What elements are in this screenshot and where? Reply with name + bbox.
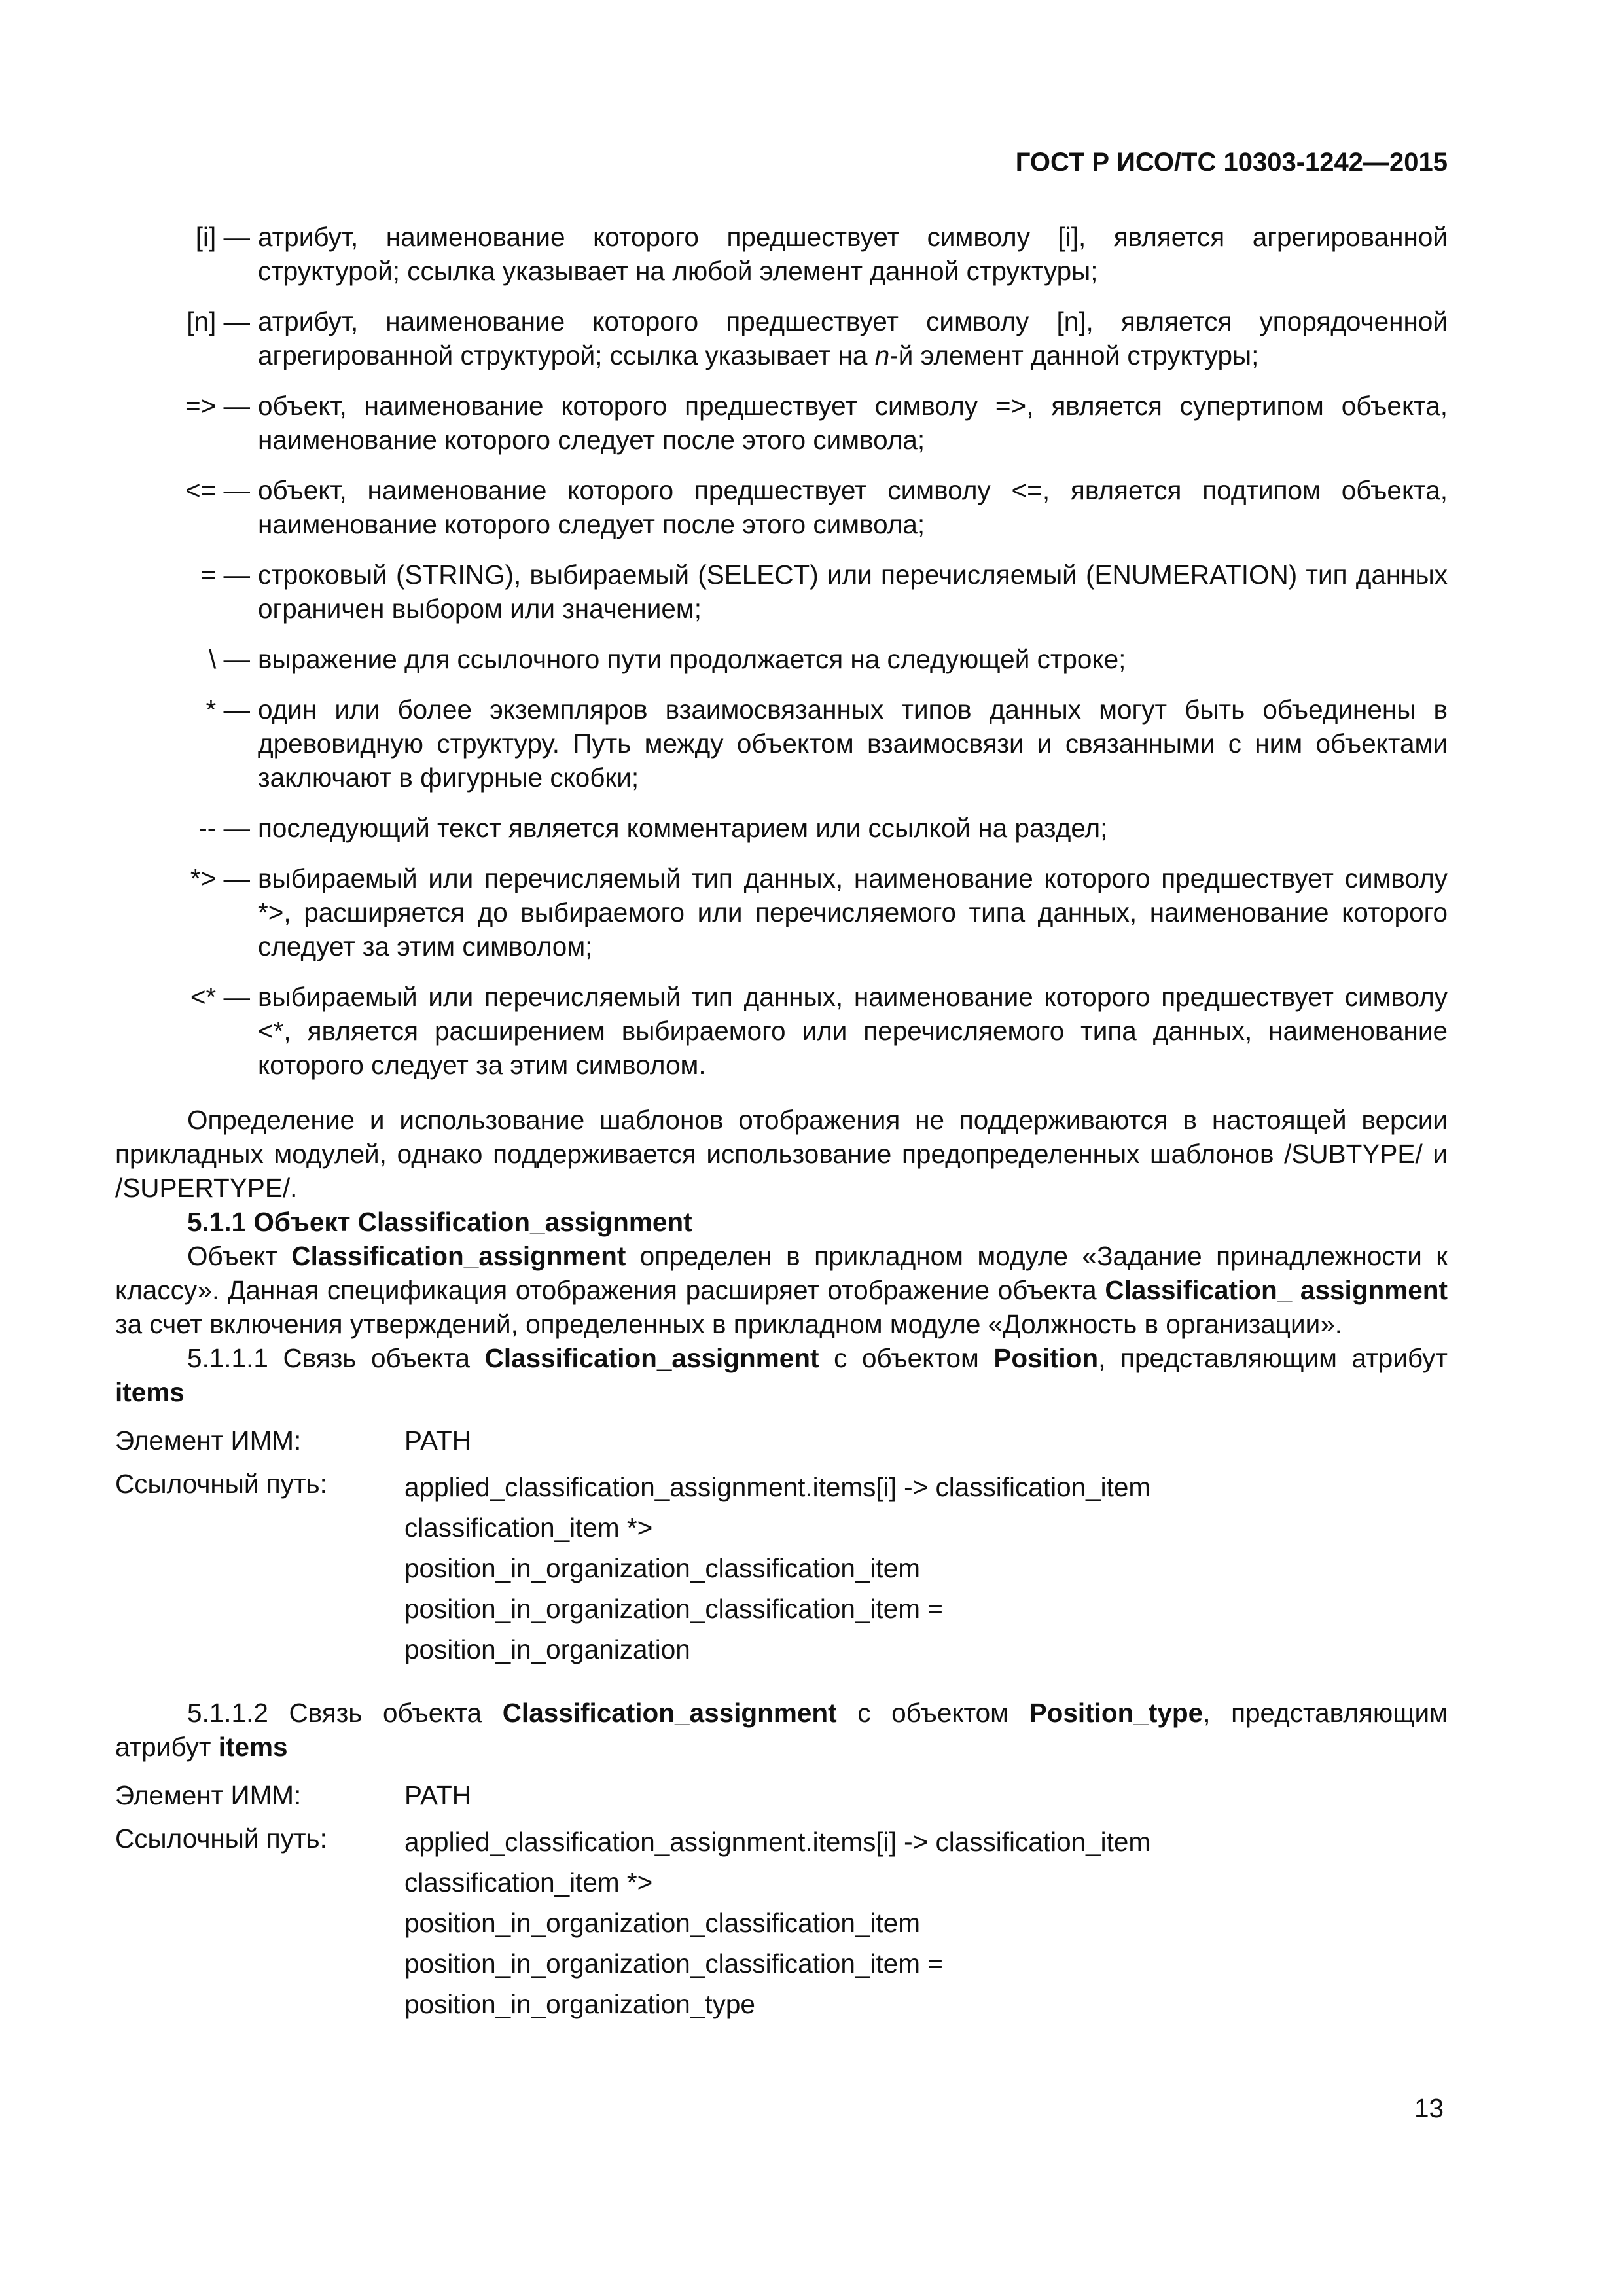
- path-line: applied_classification_assignment.items[i] -> classification_item: [404, 1827, 1151, 1857]
- symbol-legend: [115, 220, 1448, 1098]
- legend-symbol: [n] —: [187, 306, 250, 336]
- legend-item: [115, 861, 1448, 963]
- legend-symbol: * —: [205, 694, 250, 725]
- reference-path: [404, 1821, 1150, 2024]
- legend-symbol: <* —: [190, 982, 250, 1012]
- legend-description: выбираемый или перечисляемый тип данных, наименование которого предшествует символу *>, расширяется до выбираемого или перечисляемого типа данных, наименование которого следует за этим символом;: [258, 863, 1448, 961]
- legend-item: [115, 811, 1448, 845]
- legend-description: последующий текст является комментарием или ссылкой на раздел;: [258, 813, 1108, 843]
- document-header: ГОСТ Р ИСО/ТС 10303-1242—2015: [1015, 148, 1448, 177]
- reference-path-row: [115, 1467, 1448, 1670]
- path-line: classification_item *>: [404, 1513, 653, 1543]
- subsection-2-title: 5.1.1.2 Связь объекта Classification_assignment с объектом Position_type, представляющим атрибут items: [115, 1698, 1448, 1762]
- path-line: position_in_organization_classification_item =: [404, 1594, 943, 1624]
- legend-symbol: -- —: [198, 813, 250, 843]
- legend-description: объект, наименование которого предшествует символу =>, является супертипом объекта, наименование которого следует после этого символа;: [258, 391, 1448, 455]
- legend-description: выбираемый или перечисляемый тип данных, наименование которого предшествует символу <*, является расширением выбираемого или перечисляемого типа данных, наименование которого следует за этим символом.: [258, 982, 1448, 1080]
- main-content: [115, 1103, 1448, 2024]
- legend-item: [115, 692, 1448, 795]
- path-line: position_in_organization_type: [404, 1989, 755, 2019]
- reference-path-label: Ссылочный путь:: [115, 1469, 327, 1499]
- legend-symbol: \ —: [208, 644, 250, 674]
- imm-label: Элемент ИММ:: [115, 1426, 302, 1456]
- legend-symbol: <= —: [185, 475, 250, 505]
- path-line: applied_classification_assignment.items[i] -> classification_item: [404, 1472, 1151, 1502]
- path-line: classification_item *>: [404, 1867, 653, 1897]
- legend-item: [115, 389, 1448, 457]
- legend-symbol: *> —: [190, 863, 250, 893]
- imm-element-row: [115, 1778, 1448, 1812]
- reference-path-label: Ссылочный путь:: [115, 1823, 327, 1854]
- imm-element-row: [115, 1424, 1448, 1458]
- legend-item: [115, 304, 1448, 372]
- page-number: 13: [1414, 2093, 1444, 2123]
- legend-item: [115, 558, 1448, 626]
- legend-item: [115, 473, 1448, 541]
- legend-description: один или более экземпляров взаимосвязанных типов данных могут быть объединены в древовидную структуру. Путь между объектом взаимосвязи и связанными с ним объектами заключают в фигурные скобки;: [258, 694, 1448, 793]
- imm-value: PATH: [404, 1426, 472, 1456]
- legend-symbol: [i] —: [195, 222, 250, 252]
- section-paragraph: Объект Classification_assignment определен в прикладном модуле «Задание принадлежности к классу». Данная спецификация отображения расширяет отображение объекта Classification_ assignment за счет включения утверждений, определенных в прикладном модуле «Должность в организации».: [115, 1241, 1448, 1339]
- legend-symbol: => —: [185, 391, 250, 421]
- legend-item: [115, 642, 1448, 676]
- legend-description: атрибут, наименование которого предшествует символу [i], является агрегированной структурой; ссылка указывает на любой элемент данной структуры;: [258, 222, 1448, 286]
- path-line: position_in_organization_classification_item: [404, 1908, 920, 1938]
- legend-description: строковый (STRING), выбираемый (SELECT) или перечисляемый (ENUMERATION) тип данных ограничен выбором или значением;: [258, 560, 1448, 624]
- imm-label: Элемент ИММ:: [115, 1780, 302, 1810]
- legend-item: [115, 980, 1448, 1082]
- reference-path-row: [115, 1821, 1448, 2024]
- path-line: position_in_organization: [404, 1634, 690, 1664]
- section-heading: 5.1.1 Объект Classification_assignment: [187, 1207, 692, 1237]
- subsection-1-title: 5.1.1.1 Связь объекта Classification_assignment с объектом Position, представляющим атрибут items: [115, 1343, 1448, 1407]
- legend-description: объект, наименование которого предшествует символу <=, является подтипом объекта, наименование которого следует после этого символа;: [258, 475, 1448, 539]
- path-line: position_in_organization_classification_item =: [404, 1948, 943, 1979]
- legend-symbol: = —: [200, 560, 250, 590]
- legend-item: [115, 220, 1448, 288]
- reference-path: [404, 1467, 1150, 1670]
- legend-description: выражение для ссылочного пути продолжается на следующей строке;: [258, 644, 1126, 674]
- path-line: position_in_organization_classification_item: [404, 1553, 920, 1583]
- intro-paragraph: Определение и использование шаблонов отображения не поддерживаются в настоящей версии прикладных модулей, однако поддерживается использование предопределенных шаблонов /SUBTYPE/ и /SUPERTYPE/.: [115, 1105, 1448, 1203]
- imm-value: PATH: [404, 1780, 472, 1810]
- legend-description: атрибут, наименование которого предшествует символу [n], является упорядоченной агрегированной структурой; ссылка указывает на n-й элемент данной структуры;: [258, 306, 1448, 370]
